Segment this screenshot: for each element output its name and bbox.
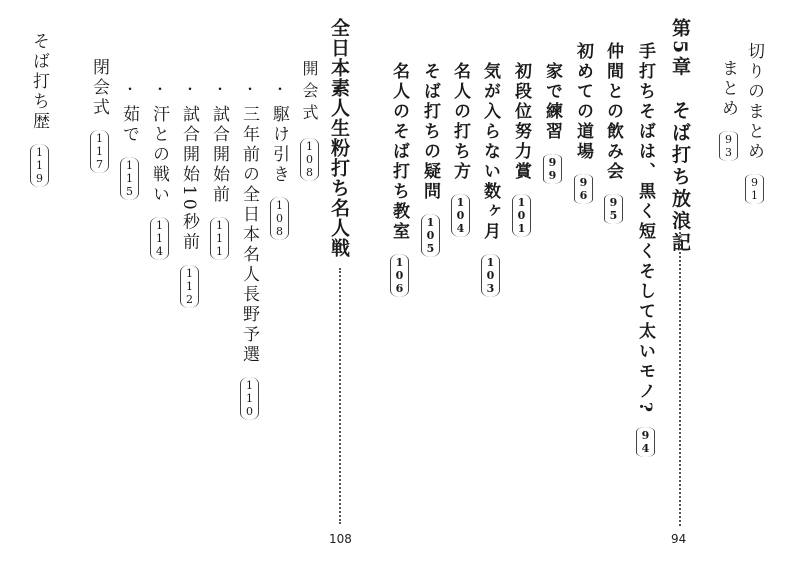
toc-entry-kiri-no-matome bbox=[745, 42, 764, 204]
page-number: 91 bbox=[745, 174, 764, 204]
entry-title: 切りのまとめ bbox=[744, 42, 764, 162]
page-number: 108 bbox=[270, 197, 289, 240]
chapter-page-number: 94 bbox=[671, 532, 687, 546]
toc-entry-sobauchi-reki bbox=[30, 32, 49, 187]
toc-entry-kakehiki bbox=[270, 82, 289, 240]
chapter-title: 第5章 そば打ち放浪記 bbox=[669, 18, 691, 255]
toc-entry-2 bbox=[604, 42, 623, 224]
toc-entry-kaikaishiki bbox=[300, 60, 319, 181]
page-number: 110 bbox=[240, 377, 259, 420]
chapter-leader-dots bbox=[679, 228, 681, 526]
page-number: 94 bbox=[636, 427, 655, 457]
bullet-marker: ・ bbox=[181, 82, 197, 99]
entry-title: 初めての道場 bbox=[573, 42, 593, 162]
toc-entry-6 bbox=[481, 62, 500, 297]
bullet-marker: ・ bbox=[271, 82, 287, 99]
section-leader-dots bbox=[339, 268, 341, 524]
bullet-marker: ・ bbox=[211, 82, 227, 99]
toc-entry-9 bbox=[390, 62, 409, 297]
toc-entry-1 bbox=[636, 42, 655, 457]
entry-title: 試合開始10秒前 bbox=[179, 105, 199, 253]
page-number: 112 bbox=[180, 265, 199, 308]
toc-entry-sannenmae bbox=[240, 82, 259, 420]
entry-title: そば打ち歴 bbox=[29, 32, 49, 132]
page-number: 108 bbox=[300, 138, 319, 181]
entry-title: そば打ちの疑問 bbox=[420, 62, 440, 202]
entry-title: 名人のそば打ち教室 bbox=[389, 62, 409, 242]
page-number: 93 bbox=[719, 131, 738, 161]
page-number: 119 bbox=[30, 144, 49, 187]
page-number: 105 bbox=[421, 214, 440, 257]
toc-entry-7 bbox=[451, 62, 470, 237]
bullet-marker: ・ bbox=[241, 82, 257, 99]
toc-entry-ase-tono-tatakai bbox=[150, 82, 169, 260]
entry-title: 仲間との飲み会 bbox=[603, 42, 623, 182]
entry-title: 気が入らない数ヶ月 bbox=[480, 62, 500, 242]
entry-title: 初段位努力賞 bbox=[511, 62, 531, 182]
entry-title: 閉会式 bbox=[89, 58, 109, 118]
page-number: 96 bbox=[574, 174, 593, 204]
page-number: 99 bbox=[543, 154, 562, 184]
entry-title: 三年前の全日本名人長野予選 bbox=[239, 105, 259, 365]
toc-entry-shiai-kaishimae bbox=[210, 82, 229, 260]
entry-title: 手打ちそばは、黒く短くそして太いモノ? bbox=[635, 42, 655, 415]
page-number: 117 bbox=[90, 130, 109, 173]
page-number: 103 bbox=[481, 254, 500, 297]
entry-title: 汗との戦い bbox=[149, 105, 169, 205]
toc-entry-yude bbox=[120, 82, 139, 200]
toc-entry-5 bbox=[512, 62, 531, 237]
page-number: 106 bbox=[390, 254, 409, 297]
page-number: 111 bbox=[210, 217, 229, 260]
entry-title: 茹で bbox=[119, 105, 139, 145]
section-page-number: 108 bbox=[329, 532, 352, 546]
page-number: 104 bbox=[451, 194, 470, 237]
page-number: 114 bbox=[150, 217, 169, 260]
toc-entry-8 bbox=[421, 62, 440, 257]
entry-title: 駆け引き bbox=[269, 105, 289, 185]
entry-title: 家で練習 bbox=[542, 62, 562, 142]
bullet-marker: ・ bbox=[151, 82, 167, 99]
page-number: 95 bbox=[604, 194, 623, 224]
toc-entry-4 bbox=[543, 62, 562, 184]
toc-entry-10-byoumae bbox=[180, 82, 199, 308]
entry-title: まとめ bbox=[718, 59, 738, 119]
entry-title: 名人の打ち方 bbox=[450, 62, 470, 182]
page-number: 115 bbox=[120, 157, 139, 200]
toc-entry-matome bbox=[719, 59, 738, 161]
page-number: 101 bbox=[512, 194, 531, 237]
toc-entry-3 bbox=[574, 42, 593, 204]
bullet-marker: ・ bbox=[121, 82, 137, 99]
entry-title: 開会式 bbox=[300, 60, 319, 126]
section-title: 全日本素人生粉打ち名人戦 bbox=[328, 18, 350, 258]
toc-entry-heikaishiki bbox=[90, 58, 109, 173]
entry-title: 試合開始前 bbox=[209, 105, 229, 205]
